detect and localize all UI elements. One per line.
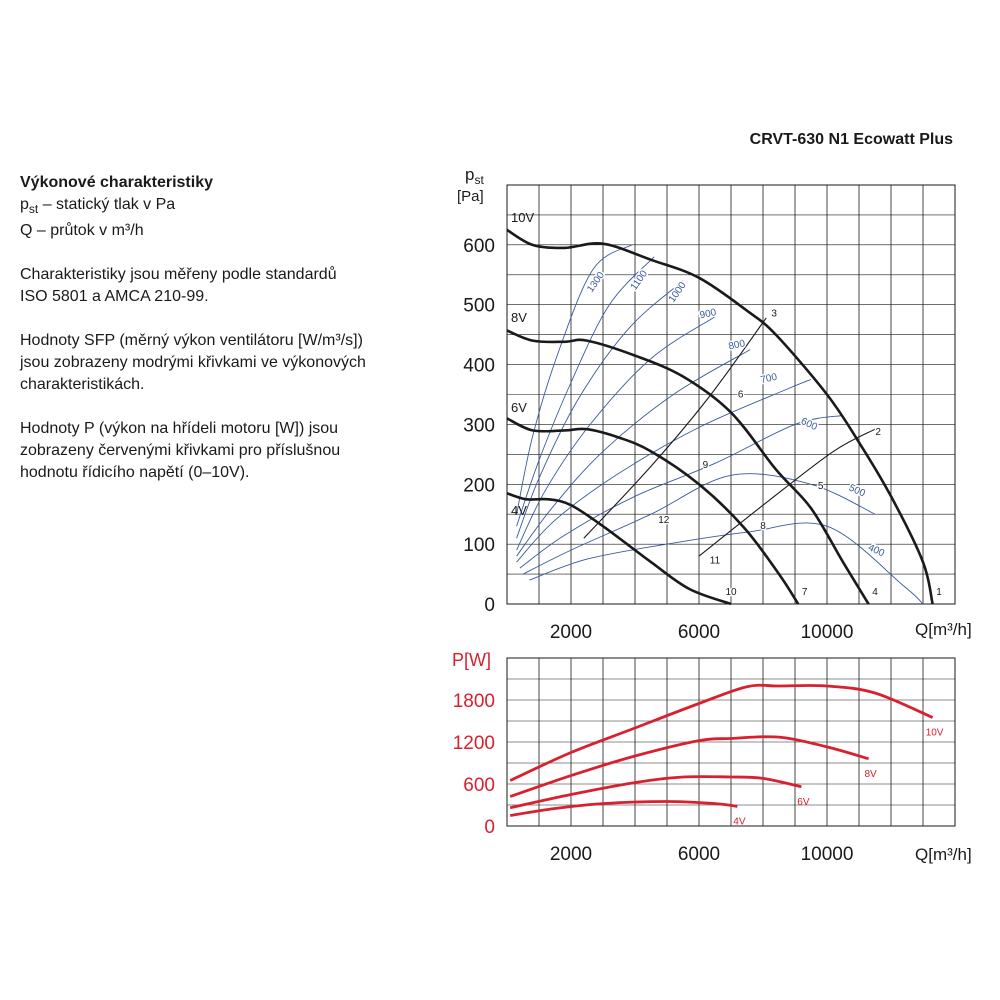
standards-line-2: ISO 5801 a AMCA 210-99. [20, 288, 209, 306]
series-label-6V: 6V [511, 400, 527, 415]
point-label: 10 [725, 587, 737, 599]
x-tick-label: 6000 [677, 844, 721, 865]
y-tick-label: 500 [463, 295, 495, 317]
power-series-label-6V: 6V [797, 796, 810, 808]
power-series-label-4V: 4V [733, 816, 746, 828]
x-axis-label: Q[m³/h] [915, 845, 972, 864]
x-tick-label: 10000 [800, 844, 854, 865]
description-heading: Výkonové charakteristiky [20, 174, 213, 191]
sfp-label: 800 [727, 338, 747, 353]
point-label: 6 [737, 389, 744, 401]
pst-subscript: st [28, 202, 39, 217]
y-tick-label: 400 [463, 355, 495, 377]
point-label: 11 [709, 555, 721, 567]
pst-text: – statický tlak v Pa [38, 196, 176, 213]
power-line-2: zobrazeny červenými křivkami pro příslušnou [20, 442, 341, 460]
series-label-4V: 4V [511, 503, 527, 518]
sfp-label: 1000 [666, 280, 689, 305]
sfp-label: 1100 [628, 268, 651, 293]
sfp-label: 700 [759, 371, 779, 387]
power-series-label-8V: 8V [864, 768, 877, 780]
sfp-label: 1300 [585, 270, 608, 295]
fan-curve-8V [507, 331, 869, 605]
point-label: 1 [936, 587, 942, 599]
y-axis-symbol: p [465, 165, 475, 184]
y-axis-label: P[W] [452, 650, 491, 670]
system-curve [584, 318, 766, 538]
x-tick-label: 6000 [677, 622, 721, 643]
pst-symbol: p [20, 196, 29, 213]
sfp-label: 900 [698, 307, 718, 322]
point-label: 2 [875, 427, 881, 439]
product-title: CRVT-630 N1 Ecowatt Plus [749, 131, 953, 148]
x-tick-label: 2000 [549, 622, 593, 643]
point-label: 9 [702, 460, 709, 472]
sfp-curve [520, 415, 843, 568]
y-axis-subscript: st [474, 173, 484, 187]
point-label: 4 [872, 587, 878, 599]
x-tick-label: 10000 [800, 622, 854, 643]
y-tick-label: 0 [484, 595, 495, 616]
power-curve-10V [510, 685, 932, 780]
series-label-10V: 10V [511, 210, 535, 225]
point-label: 3 [771, 308, 777, 320]
y-tick-label: 1800 [452, 691, 495, 712]
sfp-label: 600 [798, 416, 819, 434]
y-tick-label: 600 [463, 235, 495, 257]
point-label: 8 [760, 521, 766, 533]
power-curve-8V [510, 737, 868, 797]
power-line-3: hodnotu řídicího napětí (0–10V). [20, 464, 250, 482]
y-tick-label: 300 [463, 415, 495, 437]
y-tick-label: 1200 [452, 733, 495, 754]
power-chart [452, 650, 972, 865]
q-definition: Q – průtok v m³/h [20, 222, 144, 240]
y-axis-label [465, 165, 484, 187]
series-label-8V: 8V [511, 310, 527, 325]
y-tick-label: 100 [463, 535, 495, 557]
sfp-line-2: jsou zobrazeny modrými křivkami ve výkonových [20, 354, 366, 372]
y-tick-label: 600 [463, 775, 495, 796]
y-tick-label: 200 [463, 475, 495, 497]
point-label: 7 [801, 587, 808, 599]
sfp-line-3: charakteristikách. [20, 376, 145, 394]
sfp-label: 500 [846, 482, 867, 500]
sfp-label: 400 [866, 542, 886, 560]
x-axis-label: Q[m³/h] [915, 620, 972, 639]
standards-line-1: Charakteristiky jsou měřeny podle standardů [20, 266, 337, 284]
power-line-1: Hodnoty P (výkon na hřídeli motoru [W]) jsou [20, 420, 339, 438]
sfp-curve [517, 350, 751, 556]
sfp-line-1: Hodnoty SFP (měrný výkon ventilátoru [W/m³/s]) [20, 332, 363, 350]
x-tick-label: 2000 [549, 844, 593, 865]
y-axis-unit: [Pa] [457, 188, 484, 205]
point-label: 5 [817, 481, 824, 493]
power-series-label-10V: 10V [925, 727, 944, 739]
y-tick-label: 0 [484, 817, 495, 838]
pressure-chart [457, 165, 972, 643]
point-label: 12 [658, 515, 670, 527]
fan-curve-4V [507, 493, 731, 604]
power-curve-4V [510, 802, 737, 816]
